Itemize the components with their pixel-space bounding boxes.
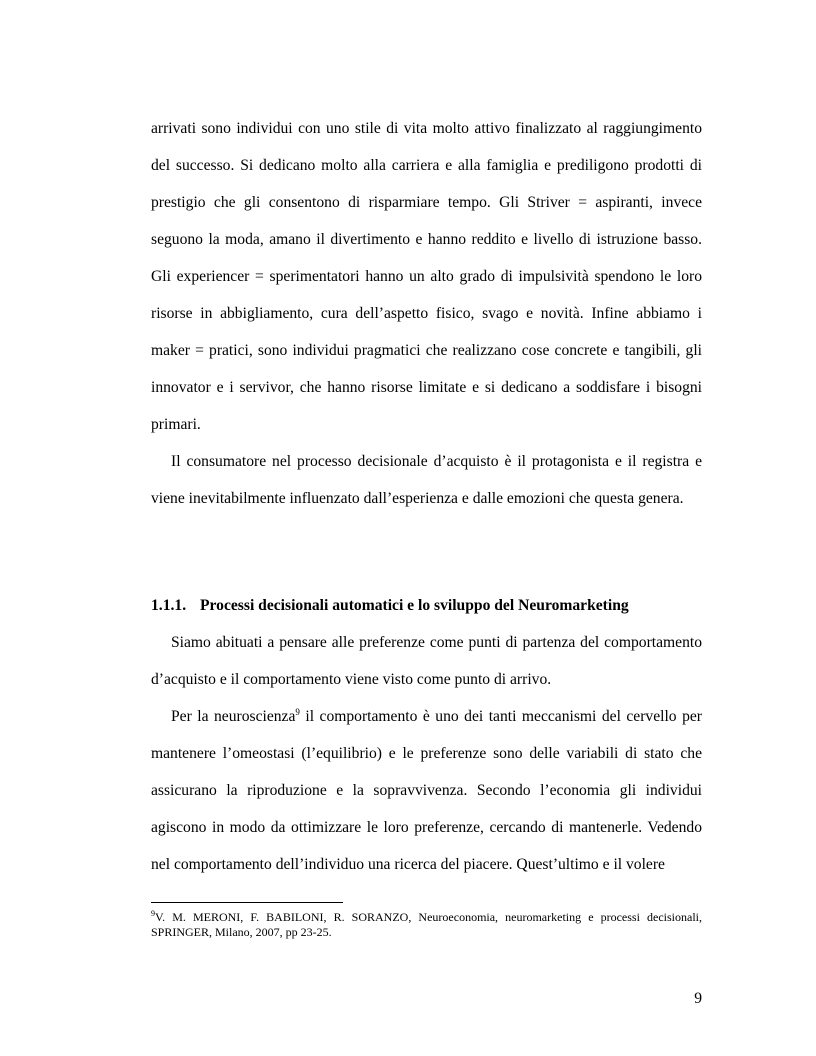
- paragraph-2: Il consumatore nel processo decisionale d’acquisto è il protagonista e il registra e viene inevitabilmente influenzato dall’esperienza e dalle emozioni che questa genera.: [151, 453, 702, 507]
- section-spacer: [151, 517, 702, 587]
- paragraph-4: [151, 698, 702, 883]
- footnote-text: V. M. MERONI, F. BABILONI, R. SORANZO, Neuroeconomia, neuromarketing e processi decisionali, SPRINGER, Milano, 2007, pp 23-25.: [151, 910, 702, 939]
- section-heading: [151, 587, 702, 624]
- paragraph-4-rest: il comportamento è uno dei tanti meccanismi del cervello per mantenere l’omeostasi (l’equilibrio) e le preferenze sono delle variabili di stato che assicurano la riproduzione e la sopravvivenza. Secondo l’economia gli individui agiscono in modo da ottimizzare le loro preferenze, cercando di mantenerle. Vedendo nel comportamento dell’individuo una ricerca del piacere. Quest’ultimo e il volere: [151, 708, 702, 873]
- body-text: [151, 110, 702, 883]
- footnote: [151, 910, 702, 940]
- footnote-marker: 9: [151, 909, 155, 918]
- paragraph-3: Siamo abituati a pensare alle preferenze come punti di partenza del comportamento d’acquisto e il comportamento viene visto come punto di arrivo.: [151, 634, 702, 688]
- section-number: 1.1.1.: [151, 597, 187, 614]
- paragraph-1: arrivati sono individui con uno stile di vita molto attivo finalizzato al raggiungimento del successo. Si dedicano molto alla carriera e alla famiglia e prediligono prodotti di prestigio che gli consentono di risparmiare tempo. Gli Striver = aspiranti, invece seguono la moda, amano il divertimento e hanno reddito e livello di istruzione basso. Gli experiencer = sperimentatori hanno un alto grado di impulsività spendono le loro risorse in abbigliamento, cura dell’aspetto fisico, svago e novità. Infine abbiamo i maker = pratici, sono individui pragmatici che realizzano cose concrete e tangibili, gli innovator e i servivor, che hanno risorse limitate e si dedicano a soddisfare i bisogni primari.: [151, 120, 702, 433]
- footnote-divider: [151, 902, 343, 903]
- section-title: Processi decisionali automatici e lo sviluppo del Neuromarketing: [200, 597, 629, 614]
- page-number: 9: [694, 990, 702, 1007]
- paragraph-4-start: Per la neuroscienza: [171, 708, 296, 725]
- footnote-reference[interactable]: 9: [295, 706, 300, 717]
